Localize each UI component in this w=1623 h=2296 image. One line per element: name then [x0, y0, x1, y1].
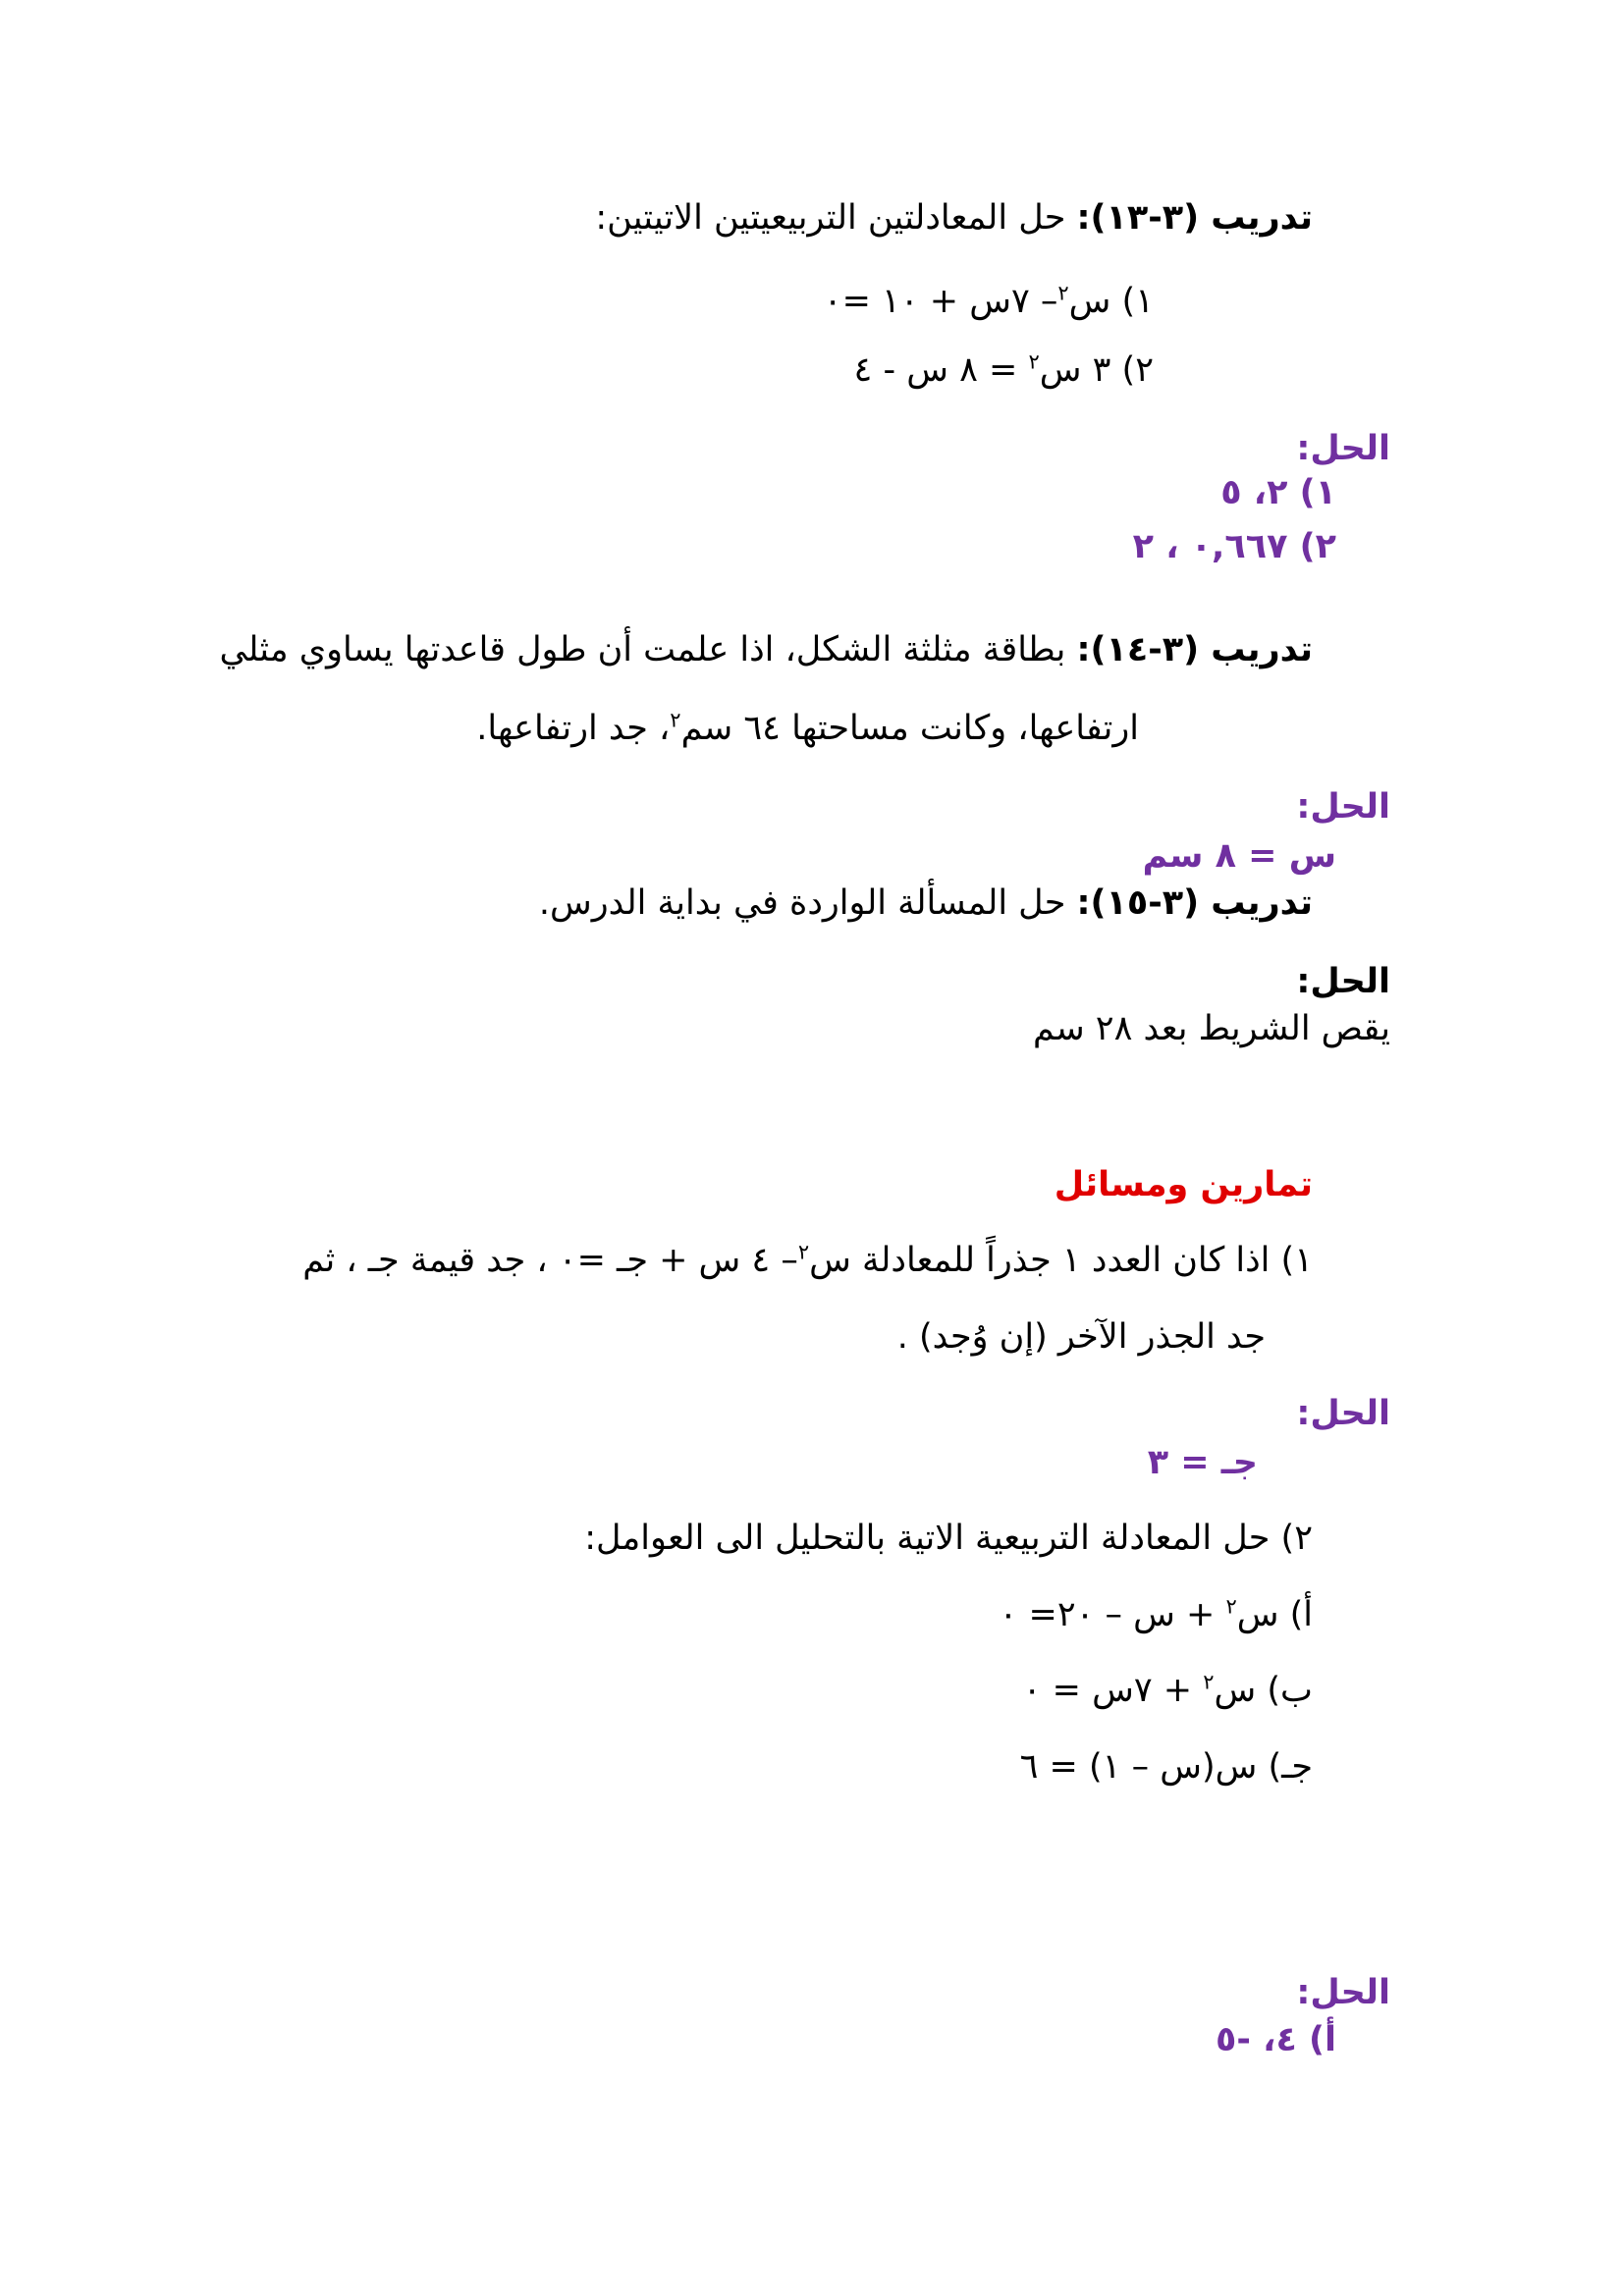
exercise-14-text: بطاقة مثلثة الشكل، اذا علمت أن طول قاعدتها يساوي مثلي	[219, 630, 1077, 669]
solution-p2-answer: أ) ٤، -٥	[1216, 2020, 1336, 2059]
solution-13-label: الحل:	[1296, 429, 1390, 468]
solution-15-label: الحل:	[1296, 962, 1390, 1001]
exercise-14-heading	[220, 628, 1313, 671]
exercise-15-label: تدريب (٣-١٥):	[1076, 883, 1313, 923]
solution-14-answer: س = ٨ سم	[1142, 836, 1336, 876]
exercise-14-line-2: ارتفاعها، وكانت مساحتها ٦٤ سم$^٢$، جد ارتفاعها.	[476, 708, 1139, 748]
solution-13-answer-2: ٢) ٠,٦٦٧ ، ٢	[1132, 527, 1336, 566]
exercise-14-label: تدريب (٣-١٤):	[1076, 630, 1313, 669]
solution-15-answer: يقص الشريط بعد ٢٨ سم	[1033, 1009, 1390, 1048]
exercise-13-equation-2: ٢) ٣ س$^٢$ = ٨ س - ٤	[853, 349, 1154, 390]
exercise-15-heading	[539, 881, 1313, 925]
problem-2-item-a: أ) س$^٢$ + س – ٢٠= ٠	[999, 1594, 1313, 1634]
problem-1-line-1: ١) اذا كان العدد ١ جذراً للمعادلة س$^٢$– ٤ س + جـ =٠ ، جد قيمة جـ ، ثم	[302, 1240, 1313, 1280]
solution-p2-label: الحل:	[1296, 1973, 1390, 2012]
exercise-15-text: حل المسألة الواردة في بداية الدرس.	[538, 883, 1077, 923]
problem-2-item-b: ب) س$^٢$ + ٧س = ٠	[1022, 1670, 1313, 1710]
problem-1-line-2: جد الجذر الآخر (إن وُجد) .	[896, 1317, 1266, 1357]
solution-p1-answer: جـ = ٣	[1147, 1443, 1258, 1482]
exercise-13-heading	[595, 196, 1313, 240]
problem-2-item-c: جـ) س(س – ١) = ٦	[1019, 1747, 1313, 1787]
exercise-13-equation-1: ١) س$^٢$– ٧س + ١٠ =٠	[823, 281, 1154, 321]
solution-p1-label: الحل:	[1296, 1394, 1390, 1433]
solution-14-label: الحل:	[1296, 787, 1390, 827]
problem-2-intro: ٢) حل المعادلة التربيعية الاتية بالتحليل الى العوامل:	[584, 1519, 1313, 1558]
solution-13-answer-1: ١) ٢، ٥	[1220, 473, 1336, 512]
exercise-13-text: حل المعادلتين التربيعيتين الاتيتين:	[595, 198, 1077, 238]
section-title: تمارين ومسائل	[1054, 1165, 1313, 1204]
exercise-13-label: تدريب (٣-١٣):	[1076, 198, 1313, 238]
